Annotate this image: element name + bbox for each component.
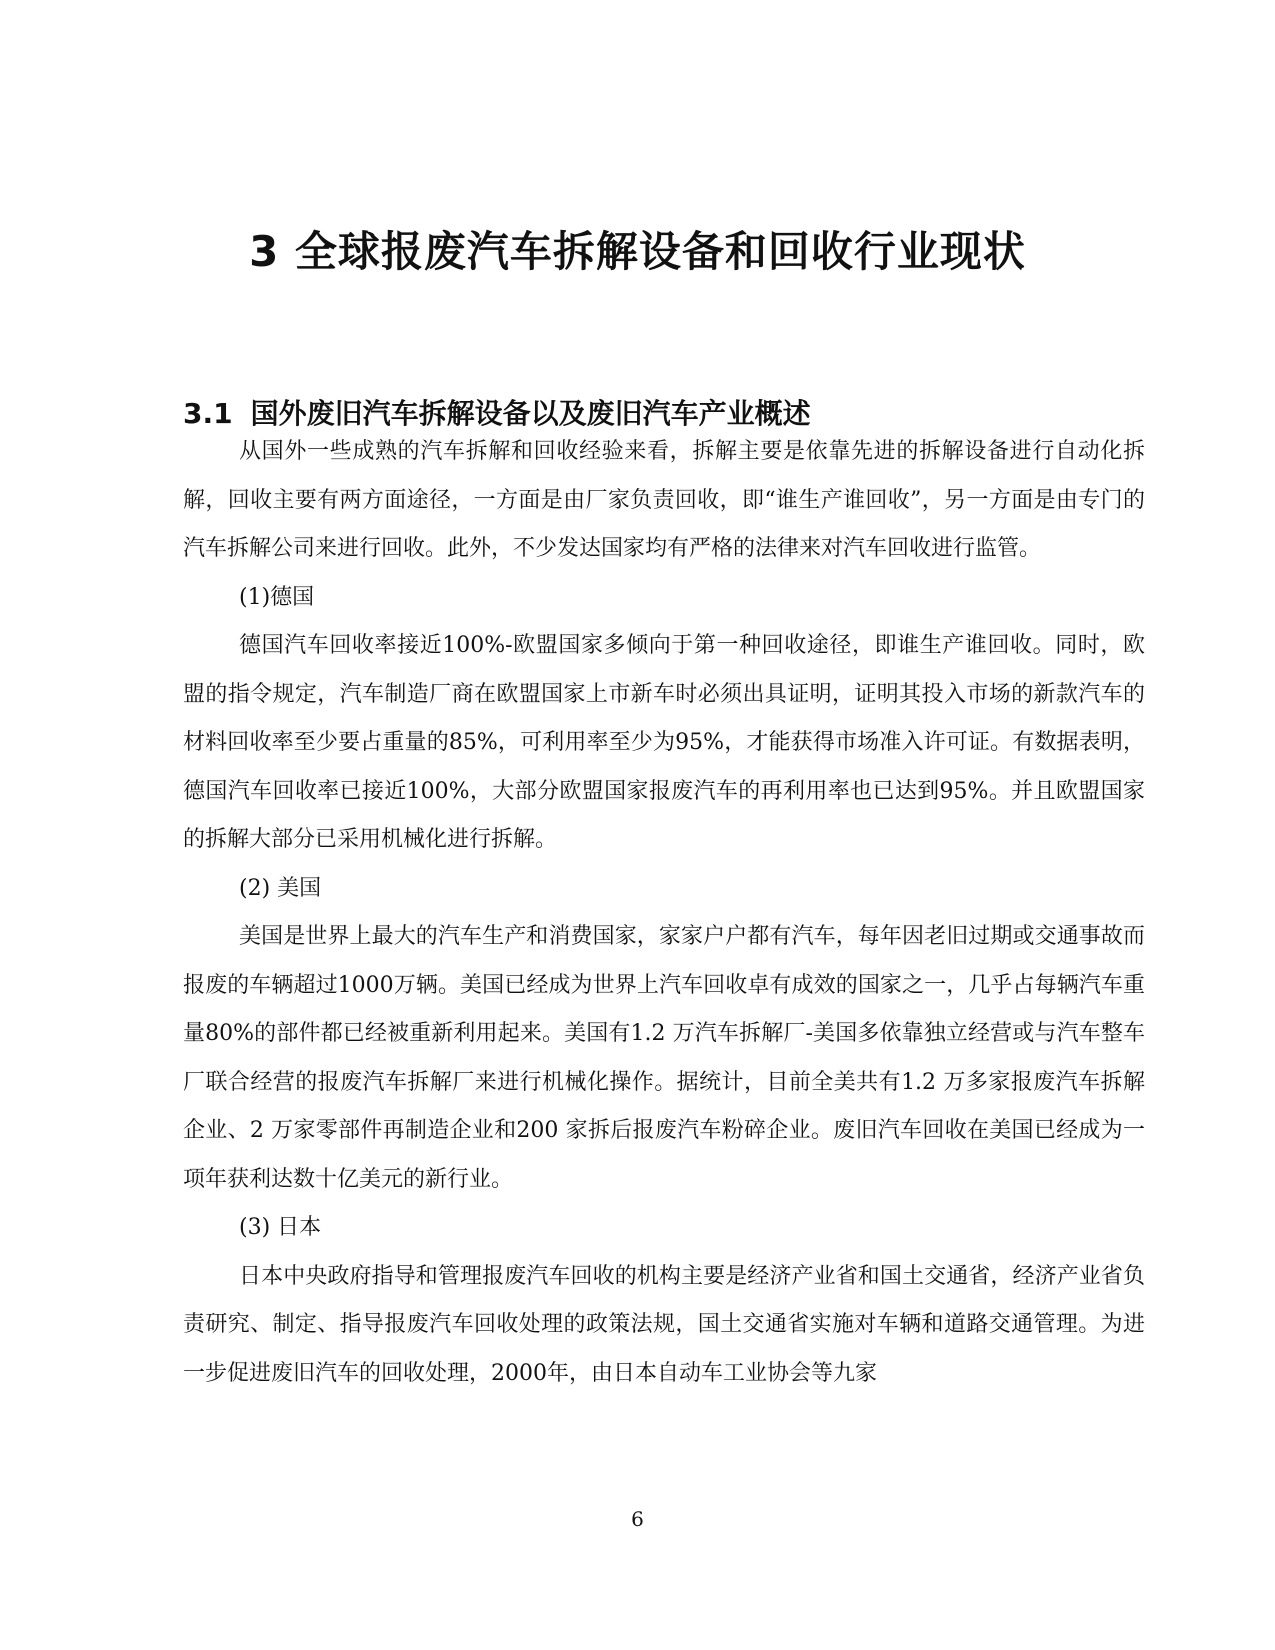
usa-heading: (2) 美国 <box>239 875 322 901</box>
page-number: 6 <box>631 1507 644 1531</box>
section-title-text: 国外废旧汽车拆解设备以及废旧汽车产业概述 <box>250 397 811 430</box>
japan-heading: (3) 日本 <box>239 1215 322 1240</box>
section-number: 3.1 <box>183 397 233 430</box>
germany-paragraph: 德国汽车回收率接近100%-欧盟国家多倾向于第一种回收途径，即谁生产谁回收。同时，欧盟的指令规定，汽车制造厂商在欧盟国家上市新车时必须出具证明，证明其投入市场的新款汽车的材料回收率至少要占重量的85%，可利用率至少为95%，才能获得市场准入许可证。有数据表明，德国汽车回收率已接近100%，大部分欧盟国家报废汽车的再利用率也已达到95%。并且欧盟国家的拆解大部分已采用机械化进行拆解。 <box>183 633 1145 852</box>
intro-paragraph: 从国外一些成熟的汽车拆解和回收经验来看，拆解主要是依靠先进的拆解设备进行自动化拆解，回收主要有两方面途径，一方面是由厂家负责回收，即“谁生产谁回收”，另一方面是由专门的汽车拆解公司来进行回收。此外，不少发达国家均有严格的法律来对汽车回收进行监管。 <box>183 439 1145 561</box>
body-text <box>183 428 1145 1398</box>
usa-paragraph: 美国是世界上最大的汽车生产和消费国家，家家户户都有汽车，每年因老旧过期或交通事故而报废的车辆超过1000万辆。美国已经成为世界上汽车回收卓有成效的国家之一，几乎占每辆汽车重量80%的部件都已经被重新利用起来。美国有1.2 万汽车拆解厂-美国多依靠独立经营或与汽车整车厂联合经营的报废汽车拆解厂来进行机械化操作。据统计，目前全美共有1.2 万多家报废汽车拆解企业、2 万家零部件再制造企业和200 家拆后报废汽车粉碎企业。废旧汽车回收在美国已经成为一项年获利达数十亿美元的新行业。 <box>183 924 1145 1192</box>
germany-heading: (1)德国 <box>239 584 315 610</box>
chapter-title: 3 全球报废汽车拆解设备和回收行业现状 <box>249 227 1026 276</box>
japan-paragraph: 日本中央政府指导和管理报废汽车回收的机构主要是经济产业省和国土交通省，经济产业省负责研究、制定、指导报废汽车回收处理的政策法规，国土交通省实施对车辆和道路交通管理。为进一步促进废旧汽车的回收处理，2000年，由日本自动车工业协会等九家 <box>183 1263 1145 1386</box>
